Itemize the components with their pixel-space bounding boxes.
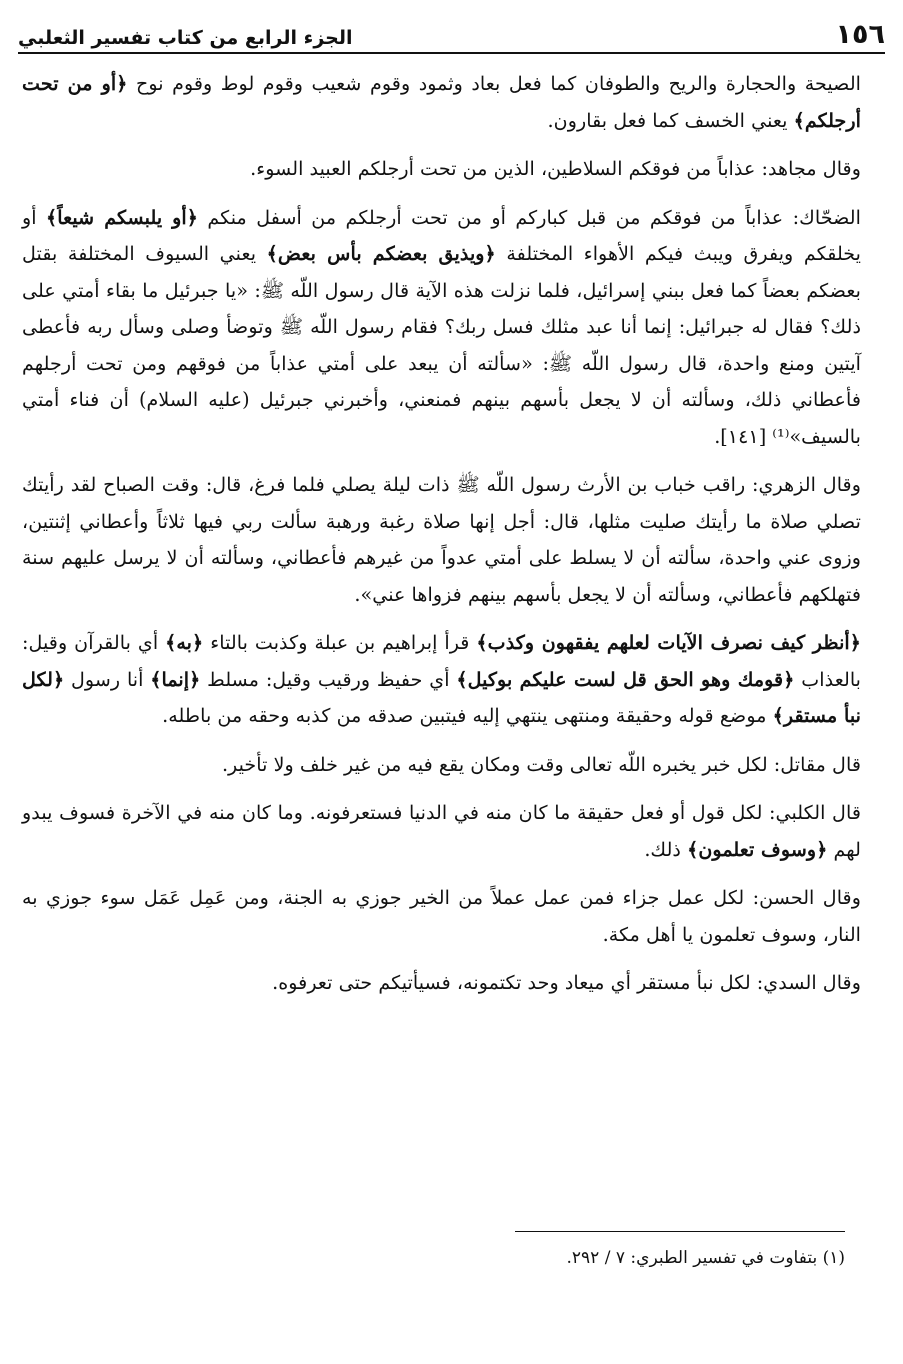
- main-text: [22, 66, 861, 1014]
- text-segment: وقال السدي: لكل نبأ مستقر أي ميعاد وحد تكتمونه، فسيأتيكم حتى تعرفوه.: [272, 971, 861, 994]
- text-segment: وقال الزهري: راقب خباب بن الأرث رسول اللّه ﷺ ذات ليلة يصلي فلما فرغ، قال: وقت الصباح لقد رأيتك تصلي صلاة ما رأيتك صليت مثلها، قال: أجل إنها صلاة رغبة ورهبة سألت ربي فيها ثلاثاً وأعطاني إثنتين، وزوى عني واحدة، سألته أن لا يسلط على أمتي عدواً من غيرهم فأعطاني، وسألته أن لا يرسل عليهم سنة فتهلكهم فأعطاني، وسألته أن لا يجعل بأسهم بينهم فزواها عني».: [22, 473, 861, 606]
- text-segment: قال الكلبي: لكل قول أو فعل حقيقة ما كان منه في الدنيا فستعرفونه. وما كان منه في الآخرة فسوف يبدو لهم: [22, 801, 861, 861]
- quran-quote: ﴿وسوف تعلمون﴾: [687, 837, 828, 861]
- text-segment: قرأ إبراهيم بن عبلة وكذبت بالتاء: [203, 631, 477, 654]
- text-segment: الصيحة والحجارة والريح والطوفان كما فعل بعاد وثمود وقوم شعيب وقوم لوط وقوم نوح: [127, 72, 861, 95]
- paragraph: [22, 795, 861, 868]
- text-segment: أي حفيظ ورقيب وقيل: مسلط: [200, 667, 457, 691]
- paragraph: [22, 66, 861, 139]
- paragraph: [22, 625, 861, 735]
- quran-quote: ﴿لكل نبأ مستقر﴾: [22, 667, 861, 727]
- quran-quote: ﴿أو من تحت أرجلكم﴾: [22, 72, 861, 132]
- page-header: [18, 10, 885, 54]
- paragraph: [22, 200, 861, 456]
- text-segment: وقال مجاهد: عذاباً من فوقكم السلاطين، الذين من تحت أرجلكم العبيد السوء.: [250, 157, 861, 180]
- quran-quote: ﴿قومك وهو الحق قل لست عليكم بوكيل﴾: [456, 667, 795, 691]
- quran-quote: ﴿ويذيق بعضكم بأس بعض﴾: [266, 242, 496, 265]
- page-number: ١٥٦: [835, 19, 885, 50]
- text-segment: أنا رسول: [64, 667, 151, 691]
- text-segment: يعني السيوف المختلفة بقتل بعضكم بعضاً كما فعل ببني إسرائيل، فلما نزلت هذه الآية قال رسول اللّه ﷺ: «يا جبرئيل ما بقاء أمتي على ذلك؟ فقال له جبرائيل: إنما أنا عبد مثلك فسل ربك؟ فقام رسول اللّه ﷺ وتوضأ وصلى وسأل ربه فأعطى آيتين ومنع واحدة، قال رسول اللّه ﷺ: «سألته أن يبعد على أمتي عذاباً من فوقهم ومن تحت أرجلهم فأعطاني ذلك، وسألته أن لا يجعل بأسهم بينهم فمنعني، وأخبرني جبرئيل (عليه السلام) أن فناء أمتي بالسيف»⁽¹⁾ [١٤١].: [22, 242, 861, 448]
- running-title: الجزء الرابع من كتاب تفسير الثعلبي: [18, 27, 353, 49]
- paragraph: [22, 880, 861, 953]
- text-segment: قال مقاتل: لكل خبر يخبره اللّه تعالى وقت ومكان يقع فيه من غير خلف ولا تأخير.: [221, 752, 861, 776]
- footnote: (١) بتفاوت في تفسير الطبري: ٧ / ٢٩٢.: [566, 1248, 845, 1268]
- text-segment: أي بالقرآن وقيل: بالعذاب: [22, 631, 862, 691]
- text-segment: وقال الحسن: لكل عمل جزاء فمن عمل عملاً من الخير جوزي به الجنة، ومن عَمِل عَمَل سوء جوزي به النار، وسوف تعلمون يا أهل مكة.: [22, 886, 861, 946]
- text-segment: موضع قوله وحقيقة ومنتهى ينتهي إليه فيتبين صدقه من كذبه وحقه من باطله.: [162, 704, 773, 727]
- text-segment: أو يخلقكم ويفرق ويبث فيكم الأهواء المختلفة: [22, 205, 862, 265]
- text-segment: يعني الخسف كما فعل بقارون.: [547, 108, 794, 132]
- paragraph: [22, 965, 861, 1002]
- text-segment: الضحّاك: عذاباً من فوقكم من قبل كباركم أو من تحت أرجلكم من أسفل منكم: [197, 205, 861, 229]
- paragraph: [22, 151, 861, 188]
- text-segment: ذلك.: [644, 837, 688, 861]
- footnote-divider: [515, 1231, 845, 1232]
- quran-quote: ﴿أنظر كيف نصرف الآيات لعلهم يفقهون وكذب﴾: [476, 631, 861, 654]
- quran-quote: ﴿إنما﴾: [150, 667, 201, 691]
- quran-quote: ﴿به﴾: [165, 631, 204, 654]
- paragraph: [22, 467, 861, 613]
- quran-quote: ﴿أو يلبسكم شيعاً﴾: [46, 205, 198, 229]
- paragraph: [22, 747, 861, 784]
